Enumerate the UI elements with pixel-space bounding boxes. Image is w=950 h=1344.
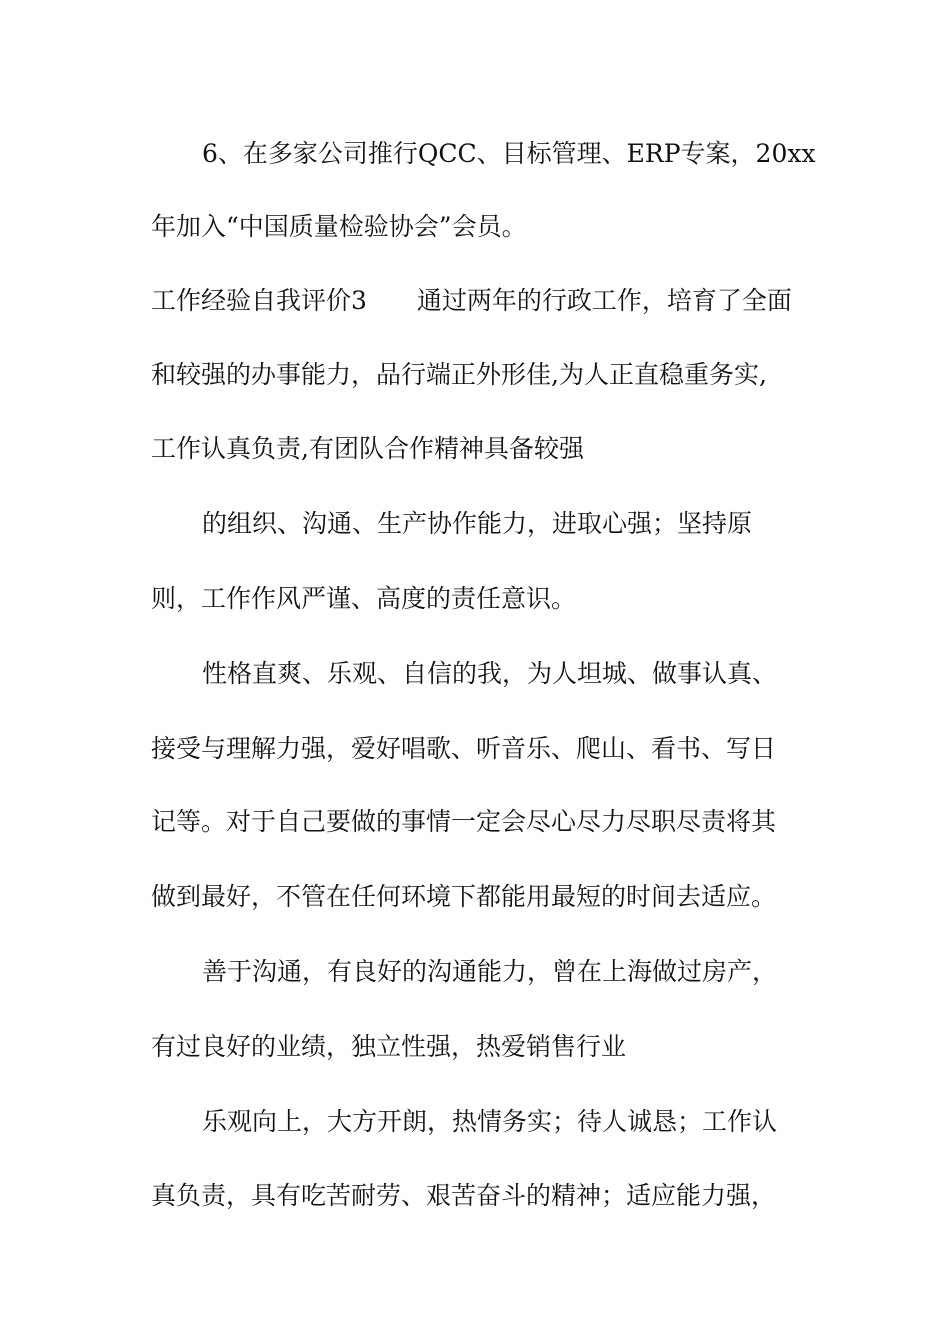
- text-line: 工作认真负责,有团队合作精神具备较强: [151, 434, 584, 463]
- text-line: 真负责，具有吃苦耐劳、艰苦奋斗的精神；适应能力强，: [151, 1181, 777, 1210]
- text-line: 的组织、沟通、生产协作能力，进取心强；坚持原: [202, 509, 753, 538]
- text-line: 接受与理解力强，爱好唱歌、听音乐、爬山、看书、写日: [151, 734, 777, 763]
- text-line: 则，工作作风严谨、高度的责任意识。: [151, 584, 577, 613]
- text-line: 乐观向上，大方开朗，热情务实；待人诚恳；工作认: [202, 1107, 778, 1136]
- text-line: 6、在多家公司推行QCC、目标管理、ERP专案，20xx: [202, 139, 816, 168]
- text-line: 有过良好的业绩，独立性强，热爱销售行业: [151, 1032, 627, 1061]
- text-line: 做到最好，不管在任何环境下都能用最短的时间去适应。: [151, 882, 777, 911]
- text-line: 善于沟通，有良好的沟通能力，曾在上海做过房产，: [202, 957, 778, 986]
- text-line: 记等。对于自己要做的事情一定会尽心尽力尽职尽责将其: [151, 807, 777, 836]
- text-line: 工作经验自我评价3 通过两年的行政工作，培育了全面: [151, 286, 792, 315]
- text-line: 性格直爽、乐观、自信的我，为人坦城、做事认真、: [202, 659, 778, 688]
- text-line: 和较强的办事能力，品行端正外形佳,为人正直稳重务实,: [151, 360, 767, 389]
- text-line: 年加入“中国质量检验协会”会员。: [151, 212, 527, 241]
